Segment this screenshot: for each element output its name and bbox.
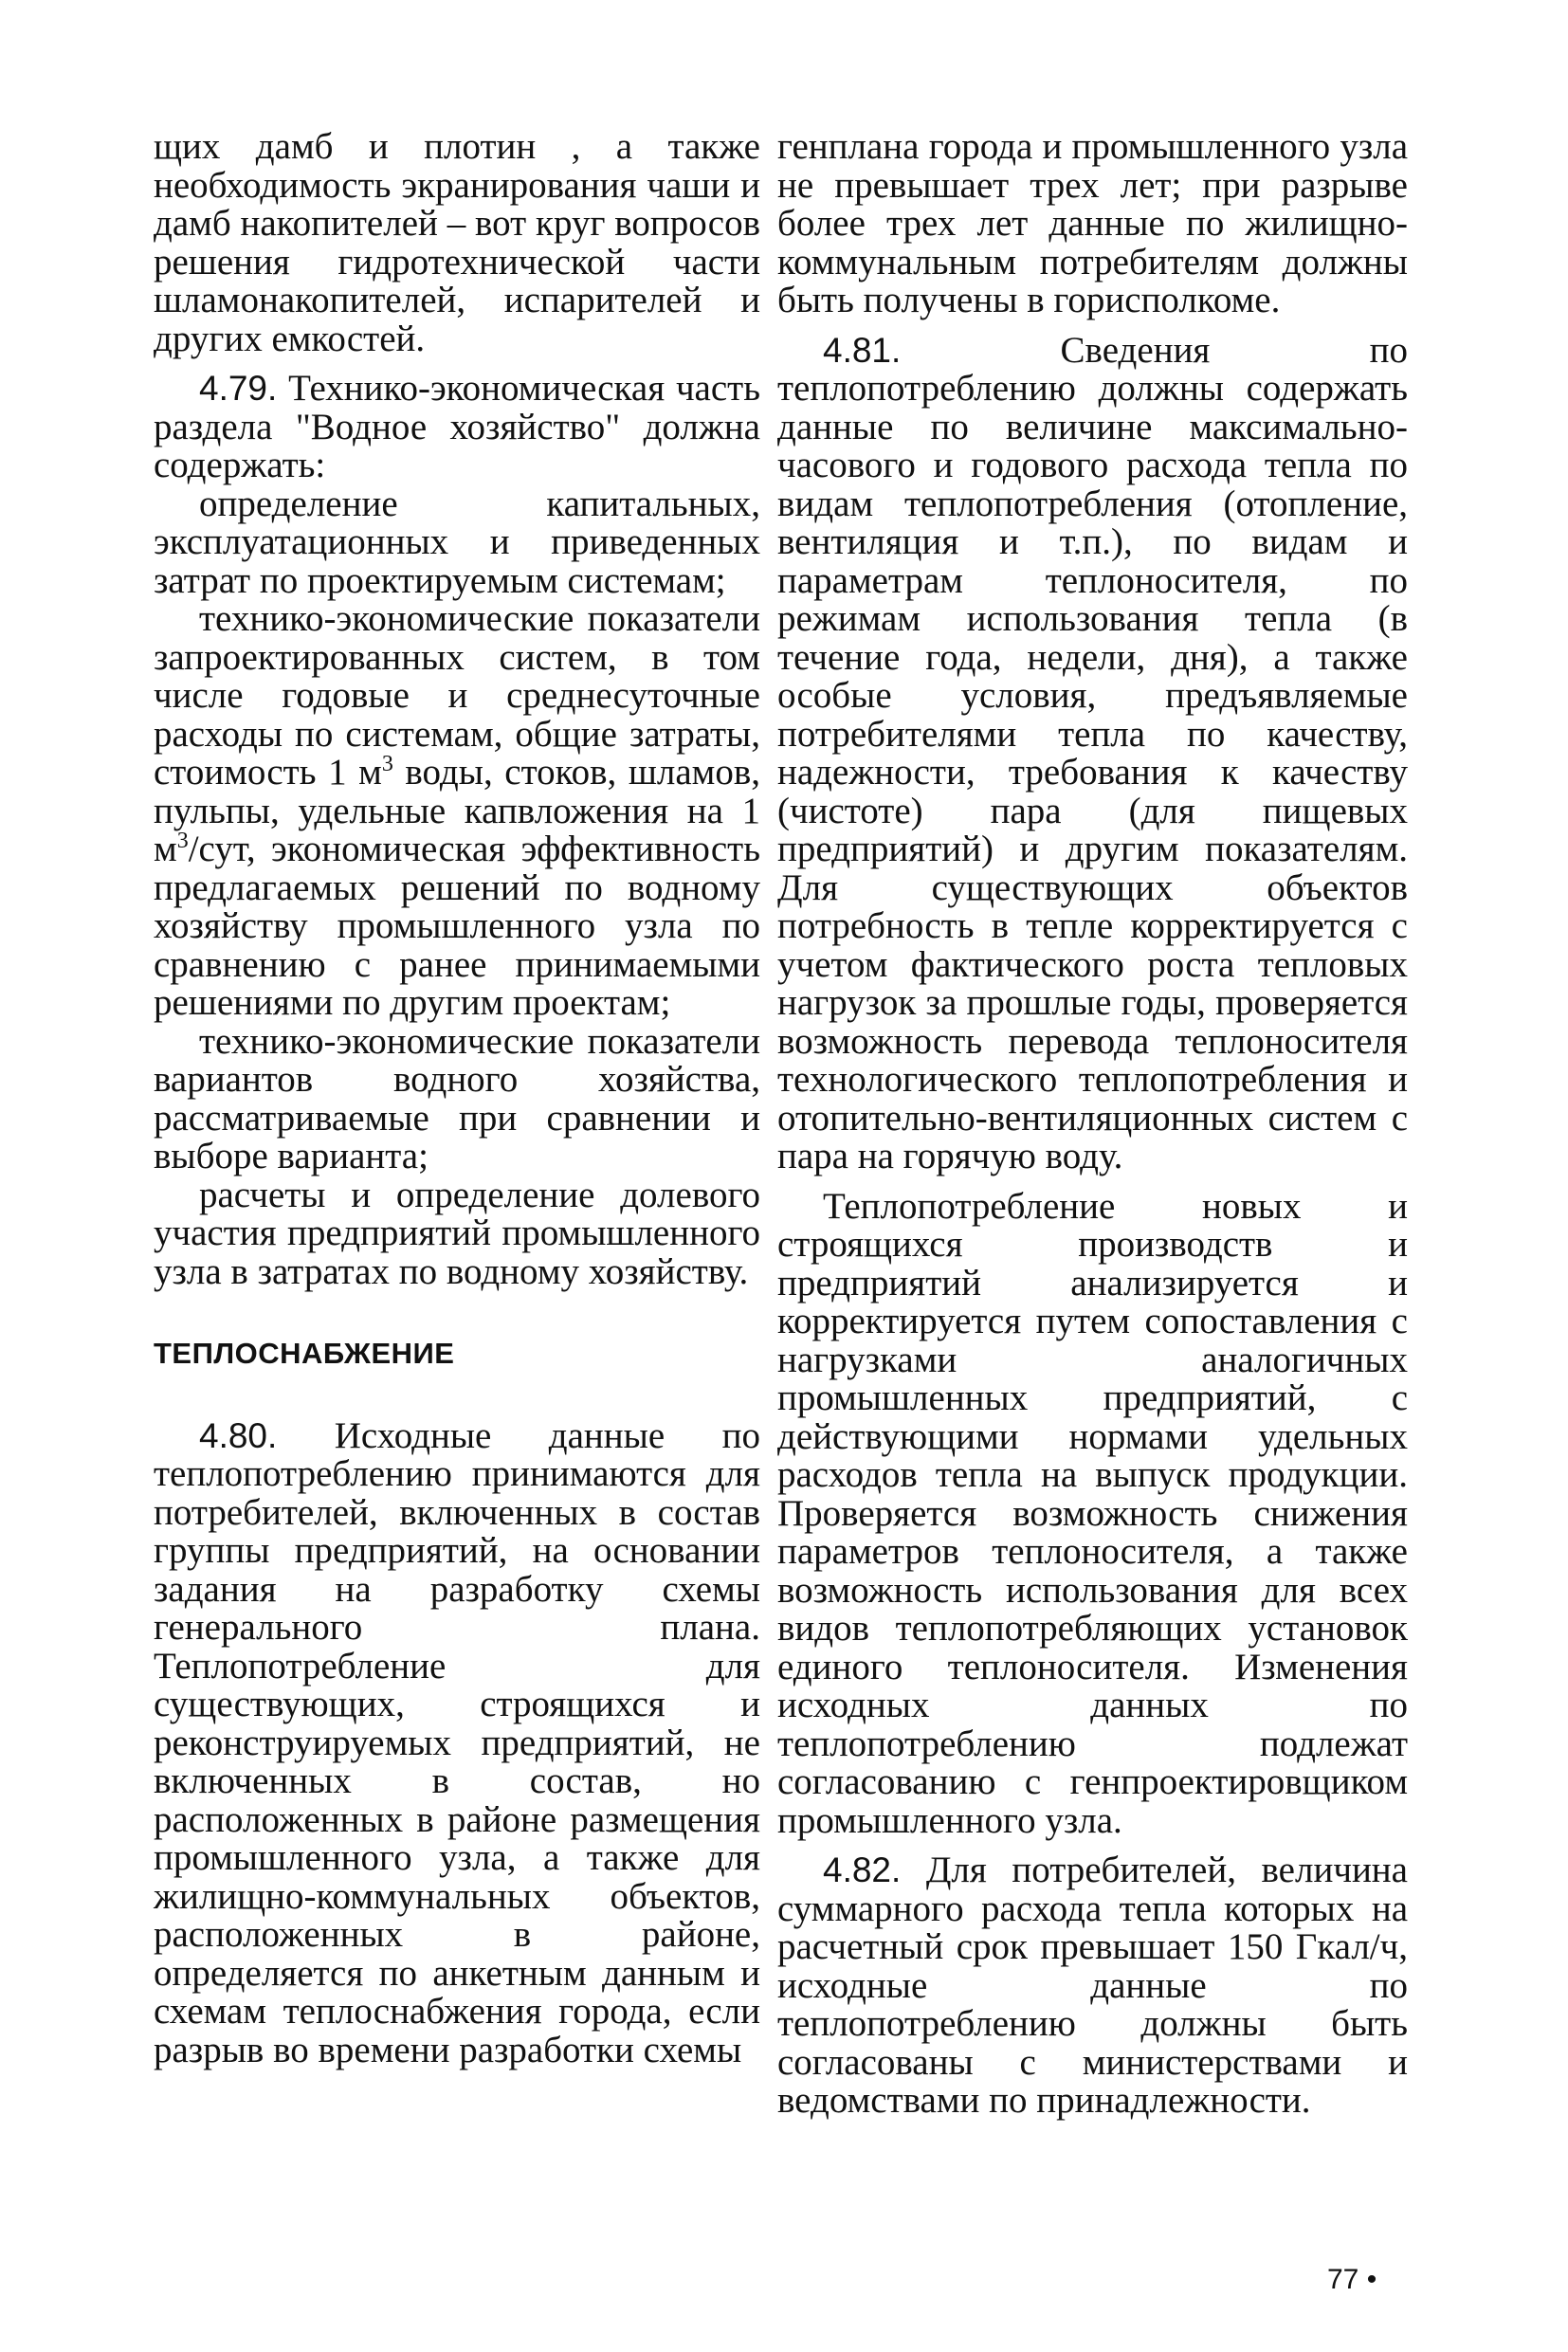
section-text: Сведения по теплопотреблению должны содержать данные по величине максимально-часового и годового расхода тепла по видам теплопотребления (отопление, вентиляция и т.п.), по видам и параметрам теплоносителя, по режимам использования тепла (в течение года, недели, дня), а также особые условия, предъявляемые потребителями тепла по качеству, надежности, требования к качеству (чистоте) пара (для пищевых предприятий) и другим показателям. Для существующих объектов потребность в тепле корректируется с учетом фактического роста тепловых нагрузок за прошлые годы, проверяется возможность перевода теплоносителя технологического теплопотребления и отопительно-вентиляционных систем с пара на горячую воду. (777, 329, 1408, 1176)
paragraph-continuation: щих дамб и плотин , а также необходимость экранирования чаши и дамб накопителей – вот круг вопросов решения гидротехнической части шламонакопителей, испарителей и других емкостей. (154, 126, 760, 359)
section-number: 4.79. (199, 369, 278, 408)
page-number: 77 • (1327, 2264, 1377, 2295)
section-text: Для потребителей, величина суммарного расхода тепла которых на расчетный срок превышает 150 Гкал/ч, исходные данные по теплопотреблению должны быть согласованы с министерствами и ведомствами по принадлежности. (777, 1850, 1408, 2121)
section-number: 4.80. (199, 1415, 278, 1455)
paragraph-continuation: генплана города и промышленного узла не превышает трех лет; при разрыве более трех лет данные по жилищно-коммунальным потребителям должны быть получены в горисполкоме. (777, 126, 1408, 320)
list-item-text: технико-экономические показатели запроектированных систем, в том числе годовые и среднесуточные расходы по системам, общие затраты, стоимость 1 м (154, 598, 760, 793)
section-text: Технико-экономическая часть раздела "Водное хозяйство" должна содержать: (154, 368, 761, 485)
right-column (777, 128, 1408, 2121)
section-number: 4.82. (823, 1851, 902, 1889)
superscript: 3 (176, 829, 189, 853)
section-heading: ТЕПЛОСНАБЖЕНИЕ (154, 1337, 455, 1370)
paragraph-new-consumers: Теплопотребление новых и строящихся производств и предприятий анализируется и корректируется путем сопоставления с нагрузками аналогичных промышленных предприятий, с действующими нормами удельных расходов тепла на выпуск продукции. Проверяется возможность снижения параметров теплоносителя, а также возможность использования для всех видов теплопотребляющих установок единого теплоносителя. Изменения исходных данных по теплопотреблению подлежат согласованию с генпроектировщиком промышленного узла. (777, 1185, 1408, 1841)
list-item-variants: технико-экономические показатели вариантов водного хозяйства, рассматриваемые при сравнении и выборе варианта; (154, 1020, 760, 1176)
section-4-80 (154, 1414, 761, 2070)
left-column (154, 128, 760, 2069)
section-4-81 (777, 329, 1408, 1176)
section-number: 4.81. (823, 330, 902, 370)
section-4-82 (777, 1851, 1408, 2121)
list-item-text: воды, стоков, шламов, пульпы, удельные капвложения на 1 м (154, 752, 760, 869)
list-item-shares: расчеты и определение долевого участия предприятий промышленного узла в затратах по водному хозяйству. (154, 1174, 760, 1292)
superscript: 3 (381, 752, 393, 776)
section-text: Исходные данные по теплопотреблению принимаются для потребителей, включенных в состав группы предприятий, на основании задания на разработку схемы генерального плана. Теплопотребление для существующих, строящихся и реконструируемых предприятий, не включенных в состав, но расположенных в районе размещения промышленного узла, а также для жилищно-коммунальных объектов, расположенных в районе, определяется по анкетным данным и схемам теплоснабжения города, если разрыв во времени разработки схемы (154, 1414, 761, 2070)
list-item-text: /сут, экономическая эффективность предлагаемых решений по водному хозяйству промышленного узла по сравнению с ранее принимаемыми решениями по другим проектам; (154, 829, 760, 1023)
list-item-indicators (154, 600, 760, 1023)
section-4-79 (154, 370, 760, 485)
list-item-costs: определение капитальных, эксплуатационных и приведенных затрат по проектируемым системам; (154, 483, 760, 601)
